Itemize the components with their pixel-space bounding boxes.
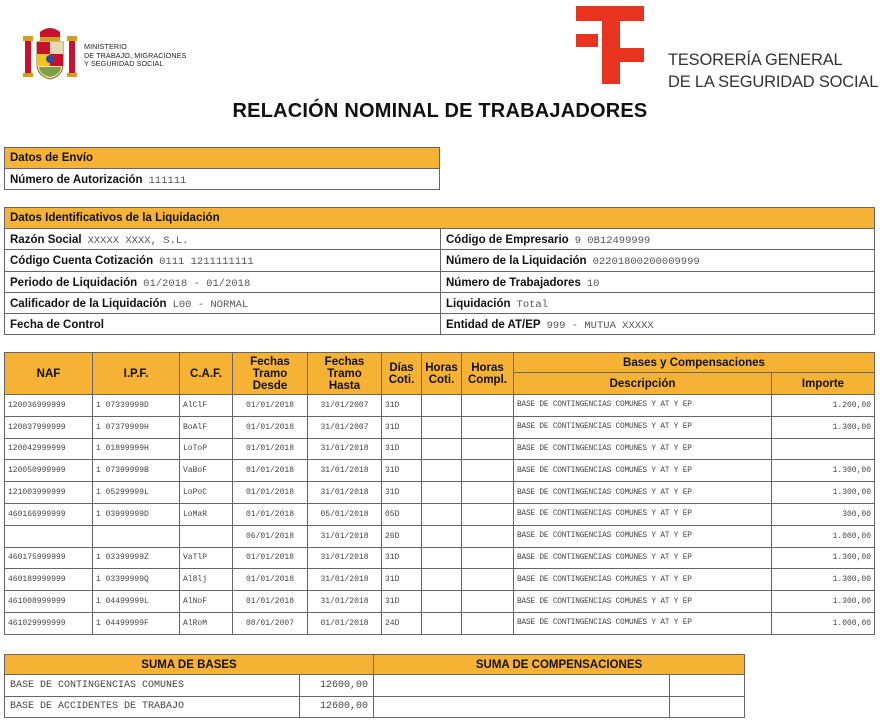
liq-value: Total <box>516 298 549 311</box>
table-row <box>5 612 875 634</box>
naf-cell: 461029999999 <box>5 612 93 634</box>
dias-cell: 31D <box>382 547 422 569</box>
ident-heading: Datos Identificativos de la Liquidación <box>5 208 875 229</box>
horas-compl-cell <box>462 525 514 547</box>
ident-box <box>4 207 875 335</box>
num-trab-value: 10 <box>586 277 600 290</box>
spain-coat-of-arms-logo <box>22 26 78 82</box>
dias-cell: 05D <box>382 503 422 525</box>
horas-compl-cell <box>462 569 514 591</box>
dias-cell: 24D <box>382 612 422 634</box>
horas-cell <box>422 591 462 613</box>
hasta-cell: 31/01/2018 <box>308 547 382 569</box>
horas-cell <box>422 416 462 438</box>
naf-cell: 120037999999 <box>5 416 93 438</box>
dias-cell: 31D <box>382 395 422 417</box>
dias-cell: 31D <box>382 482 422 504</box>
col-ipf: I.P.F. <box>93 353 180 395</box>
horas-compl-cell <box>462 547 514 569</box>
ipf-cell: 1 05299999L <box>93 482 180 504</box>
num-liq-cell <box>441 250 875 271</box>
descripcion-cell: BASE DE CONTINGENCIAS COMUNES Y AT Y EP <box>514 395 772 417</box>
col-caf: C.A.F. <box>180 353 233 395</box>
col-hasta: Fechas Tramo Hasta <box>308 353 382 395</box>
importe-cell: 1.000,00 <box>772 525 875 547</box>
ipf-cell: 1 03399999Z <box>93 547 180 569</box>
descripcion-cell: BASE DE CONTINGENCIAS COMUNES Y AT Y EP <box>514 460 772 482</box>
num-trab-cell <box>441 271 875 292</box>
entidad-label: Entidad de AT/EP <box>446 319 541 332</box>
table-row <box>5 416 875 438</box>
horas-compl-cell <box>462 438 514 460</box>
auth-label: Número de Autorización <box>10 174 143 186</box>
horas-compl-cell <box>462 612 514 634</box>
hasta-cell: 31/01/2007 <box>308 416 382 438</box>
comp-cell <box>374 696 670 718</box>
dias-cell: 26D <box>382 525 422 547</box>
importe-cell: 1.300,00 <box>772 460 875 482</box>
descripcion-cell: BASE DE CONTINGENCIAS COMUNES Y AT Y EP <box>514 547 772 569</box>
total-value: 12600,00 <box>300 696 374 718</box>
descripcion-cell: BASE DE CONTINGENCIAS COMUNES Y AT Y EP <box>514 416 772 438</box>
importe-cell: 1.300,00 <box>772 591 875 613</box>
calif-label: Calificador de la Liquidación <box>10 297 167 310</box>
ipf-cell: 1 01899999H <box>93 438 180 460</box>
col-horas-compl: Horas Compl. <box>462 353 514 395</box>
tgss-line: DE LA SEGURIDAD SOCIAL <box>668 73 879 91</box>
desde-cell: 01/01/2018 <box>233 569 308 591</box>
desde-cell: 01/01/2018 <box>233 547 308 569</box>
importe-cell: 1.200,00 <box>772 395 875 417</box>
total-value: 12600,00 <box>300 675 374 697</box>
entidad-cell <box>441 313 875 334</box>
naf-cell: 460189999999 <box>5 569 93 591</box>
total-label: BASE DE CONTINGENCIAS COMUNES <box>5 675 300 697</box>
ipf-cell: 1 04499999F <box>93 612 180 634</box>
desde-cell: 01/01/2018 <box>233 395 308 417</box>
desde-cell: 01/01/2018 <box>233 503 308 525</box>
col-desde: Fechas Tramo Desde <box>233 353 308 395</box>
horas-cell <box>422 525 462 547</box>
caf-cell: AlClF <box>180 395 233 417</box>
num-liq-label: Número de la Liquidación <box>446 255 587 268</box>
naf-cell: 120036999999 <box>5 395 93 417</box>
caf-cell: AlRoM <box>180 612 233 634</box>
descripcion-cell: BASE DE CONTINGENCIAS COMUNES Y AT Y EP <box>514 591 772 613</box>
tgss-logo <box>576 6 646 84</box>
importe-cell <box>772 438 875 460</box>
importe-cell: 300,00 <box>772 503 875 525</box>
comp-value-cell <box>670 696 745 718</box>
table-row <box>5 482 875 504</box>
tgss-name <box>668 49 878 93</box>
horas-compl-cell <box>462 482 514 504</box>
document-title: RELACIÓN NOMINAL DE TRABAJADORES <box>232 100 648 122</box>
empresario-cell <box>441 229 875 250</box>
empresario-value: 9 0B12499999 <box>574 235 651 248</box>
num-trab-label: Número de Trabajadores <box>446 276 581 289</box>
fecha-cell <box>5 313 441 334</box>
desde-cell: 01/01/2018 <box>233 416 308 438</box>
naf-cell: 120042999999 <box>5 438 93 460</box>
importe-cell: 1.300,00 <box>772 416 875 438</box>
razon-value: XXXXX XXXX, S.L. <box>87 235 189 248</box>
calif-value: L00 - NORMAL <box>172 298 249 311</box>
descripcion-cell: BASE DE CONTINGENCIAS COMUNES Y AT Y EP <box>514 503 772 525</box>
descripcion-cell: BASE DE CONTINGENCIAS COMUNES Y AT Y EP <box>514 612 772 634</box>
naf-cell: 460175999999 <box>5 547 93 569</box>
col-dias: Días Coti. <box>382 353 422 395</box>
workers-rows <box>5 395 875 635</box>
ccc-label: Código Cuenta Cotización <box>10 255 154 268</box>
desde-cell: 01/01/2018 <box>233 438 308 460</box>
horas-cell <box>422 395 462 417</box>
naf-cell: 120050999999 <box>5 460 93 482</box>
descripcion-cell: BASE DE CONTINGENCIAS COMUNES Y AT Y EP <box>514 525 772 547</box>
ministry-line: MINISTERIO <box>84 42 127 51</box>
col-bases: Bases y Compensaciones <box>514 353 875 373</box>
importe-cell: 1.300,00 <box>772 547 875 569</box>
descripcion-cell: BASE DE CONTINGENCIAS COMUNES Y AT Y EP <box>514 438 772 460</box>
horas-cell <box>422 547 462 569</box>
ccc-cell <box>5 250 441 271</box>
col-horas: Horas Coti. <box>422 353 462 395</box>
caf-cell: AlNoF <box>180 591 233 613</box>
horas-cell <box>422 612 462 634</box>
col-naf: NAF <box>5 353 93 395</box>
razon-cell <box>5 229 441 250</box>
caf-cell: BoAlF <box>180 416 233 438</box>
periodo-value: 01/2018 - 01/2018 <box>143 277 251 290</box>
table-row <box>5 460 875 482</box>
horas-compl-cell <box>462 416 514 438</box>
table-row <box>5 569 875 591</box>
table-row <box>5 591 875 613</box>
horas-cell <box>422 569 462 591</box>
calif-cell <box>5 292 441 313</box>
fecha-label: Fecha de Control <box>10 319 104 332</box>
entidad-value: 999 - MUTUA XXXXX <box>546 320 654 333</box>
ccc-value: 0111 1211111111 <box>159 256 254 269</box>
ipf-cell: 1 04499999L <box>93 591 180 613</box>
importe-cell: 1.300,00 <box>772 482 875 504</box>
desde-cell: 06/01/2018 <box>233 525 308 547</box>
table-row <box>5 547 875 569</box>
horas-compl-cell <box>462 503 514 525</box>
horas-cell <box>422 460 462 482</box>
comp-value-cell <box>670 675 745 697</box>
dias-cell: 31D <box>382 591 422 613</box>
naf-cell: 121003999999 <box>5 482 93 504</box>
empresario-label: Código de Empresario <box>446 234 569 247</box>
importe-cell: 1.000,00 <box>772 612 875 634</box>
ipf-cell <box>93 525 180 547</box>
naf-cell: 461008999999 <box>5 591 93 613</box>
num-liq-value: 02201800200009999 <box>592 256 700 269</box>
descripcion-cell: BASE DE CONTINGENCIAS COMUNES Y AT Y EP <box>514 569 772 591</box>
caf-cell <box>180 525 233 547</box>
periodo-label: Periodo de Liquidación <box>10 276 138 289</box>
hasta-cell: 31/01/2018 <box>308 438 382 460</box>
desde-cell: 01/01/2018 <box>233 591 308 613</box>
tgss-line: TESORERÍA GENERAL <box>668 51 843 69</box>
dias-cell: 31D <box>382 416 422 438</box>
table-row <box>5 438 875 460</box>
horas-cell <box>422 482 462 504</box>
caf-cell: LoToP <box>180 438 233 460</box>
horas-compl-cell <box>462 395 514 417</box>
table-row <box>5 525 875 547</box>
periodo-cell <box>5 271 441 292</box>
horas-cell <box>422 438 462 460</box>
hasta-cell: 05/01/2018 <box>308 503 382 525</box>
ipf-cell: 1 03999999D <box>93 503 180 525</box>
horas-compl-cell <box>462 460 514 482</box>
ipf-cell: 1 07379999H <box>93 416 180 438</box>
total-label: BASE DE ACCIDENTES DE TRABAJO <box>5 696 300 718</box>
col-importe: Importe <box>772 373 875 395</box>
auth-value: 111111 <box>148 175 187 187</box>
horas-compl-cell <box>462 591 514 613</box>
table-row <box>5 503 875 525</box>
ipf-cell: 1 07339999D <box>93 395 180 417</box>
importe-cell: 1.300,00 <box>772 569 875 591</box>
dias-cell: 31D <box>382 460 422 482</box>
caf-cell: LoPoC <box>180 482 233 504</box>
hasta-cell: 31/01/2018 <box>308 525 382 547</box>
hasta-cell: 31/01/2018 <box>308 569 382 591</box>
ministry-line: DE TRABAJO, MIGRACIONES <box>84 50 187 60</box>
hasta-cell: 31/01/2007 <box>308 395 382 417</box>
caf-cell: LoMaR <box>180 503 233 525</box>
caf-cell: VaBoF <box>180 460 233 482</box>
dias-cell: 31D <box>382 438 422 460</box>
ipf-cell: 1 03399999Q <box>93 569 180 591</box>
totals-table <box>4 654 745 718</box>
auth-row <box>5 169 440 190</box>
desde-cell: 08/01/2007 <box>233 612 308 634</box>
table-row <box>5 395 875 417</box>
ministry-name <box>84 43 186 69</box>
dias-cell: 31D <box>382 569 422 591</box>
workers-table <box>4 352 875 635</box>
ipf-cell: 1 07399999B <box>93 460 180 482</box>
desde-cell: 01/01/2018 <box>233 482 308 504</box>
descripcion-cell: BASE DE CONTINGENCIAS COMUNES Y AT Y EP <box>514 482 772 504</box>
naf-cell: 460166999999 <box>5 503 93 525</box>
col-descripcion: Descripción <box>514 373 772 395</box>
hasta-cell: 31/01/2018 <box>308 460 382 482</box>
envio-heading: Datos de Envío <box>5 148 440 169</box>
razon-label: Razón Social <box>10 234 82 247</box>
suma-bases-heading: SUMA DE BASES <box>5 655 374 675</box>
comp-cell <box>374 675 670 697</box>
caf-cell: Al8lj <box>180 569 233 591</box>
suma-compensaciones-heading: SUMA DE COMPENSACIONES <box>374 655 745 675</box>
envio-box <box>4 147 440 190</box>
hasta-cell: 01/01/2018 <box>308 612 382 634</box>
naf-cell <box>5 525 93 547</box>
hasta-cell: 31/01/2018 <box>308 591 382 613</box>
horas-cell <box>422 503 462 525</box>
ministry-line: Y SEGURIDAD SOCIAL <box>84 59 164 69</box>
desde-cell: 01/01/2018 <box>233 460 308 482</box>
liq-cell <box>441 292 875 313</box>
caf-cell: VaTlP <box>180 547 233 569</box>
hasta-cell: 31/01/2018 <box>308 482 382 504</box>
liq-label: Liquidación <box>446 297 511 310</box>
